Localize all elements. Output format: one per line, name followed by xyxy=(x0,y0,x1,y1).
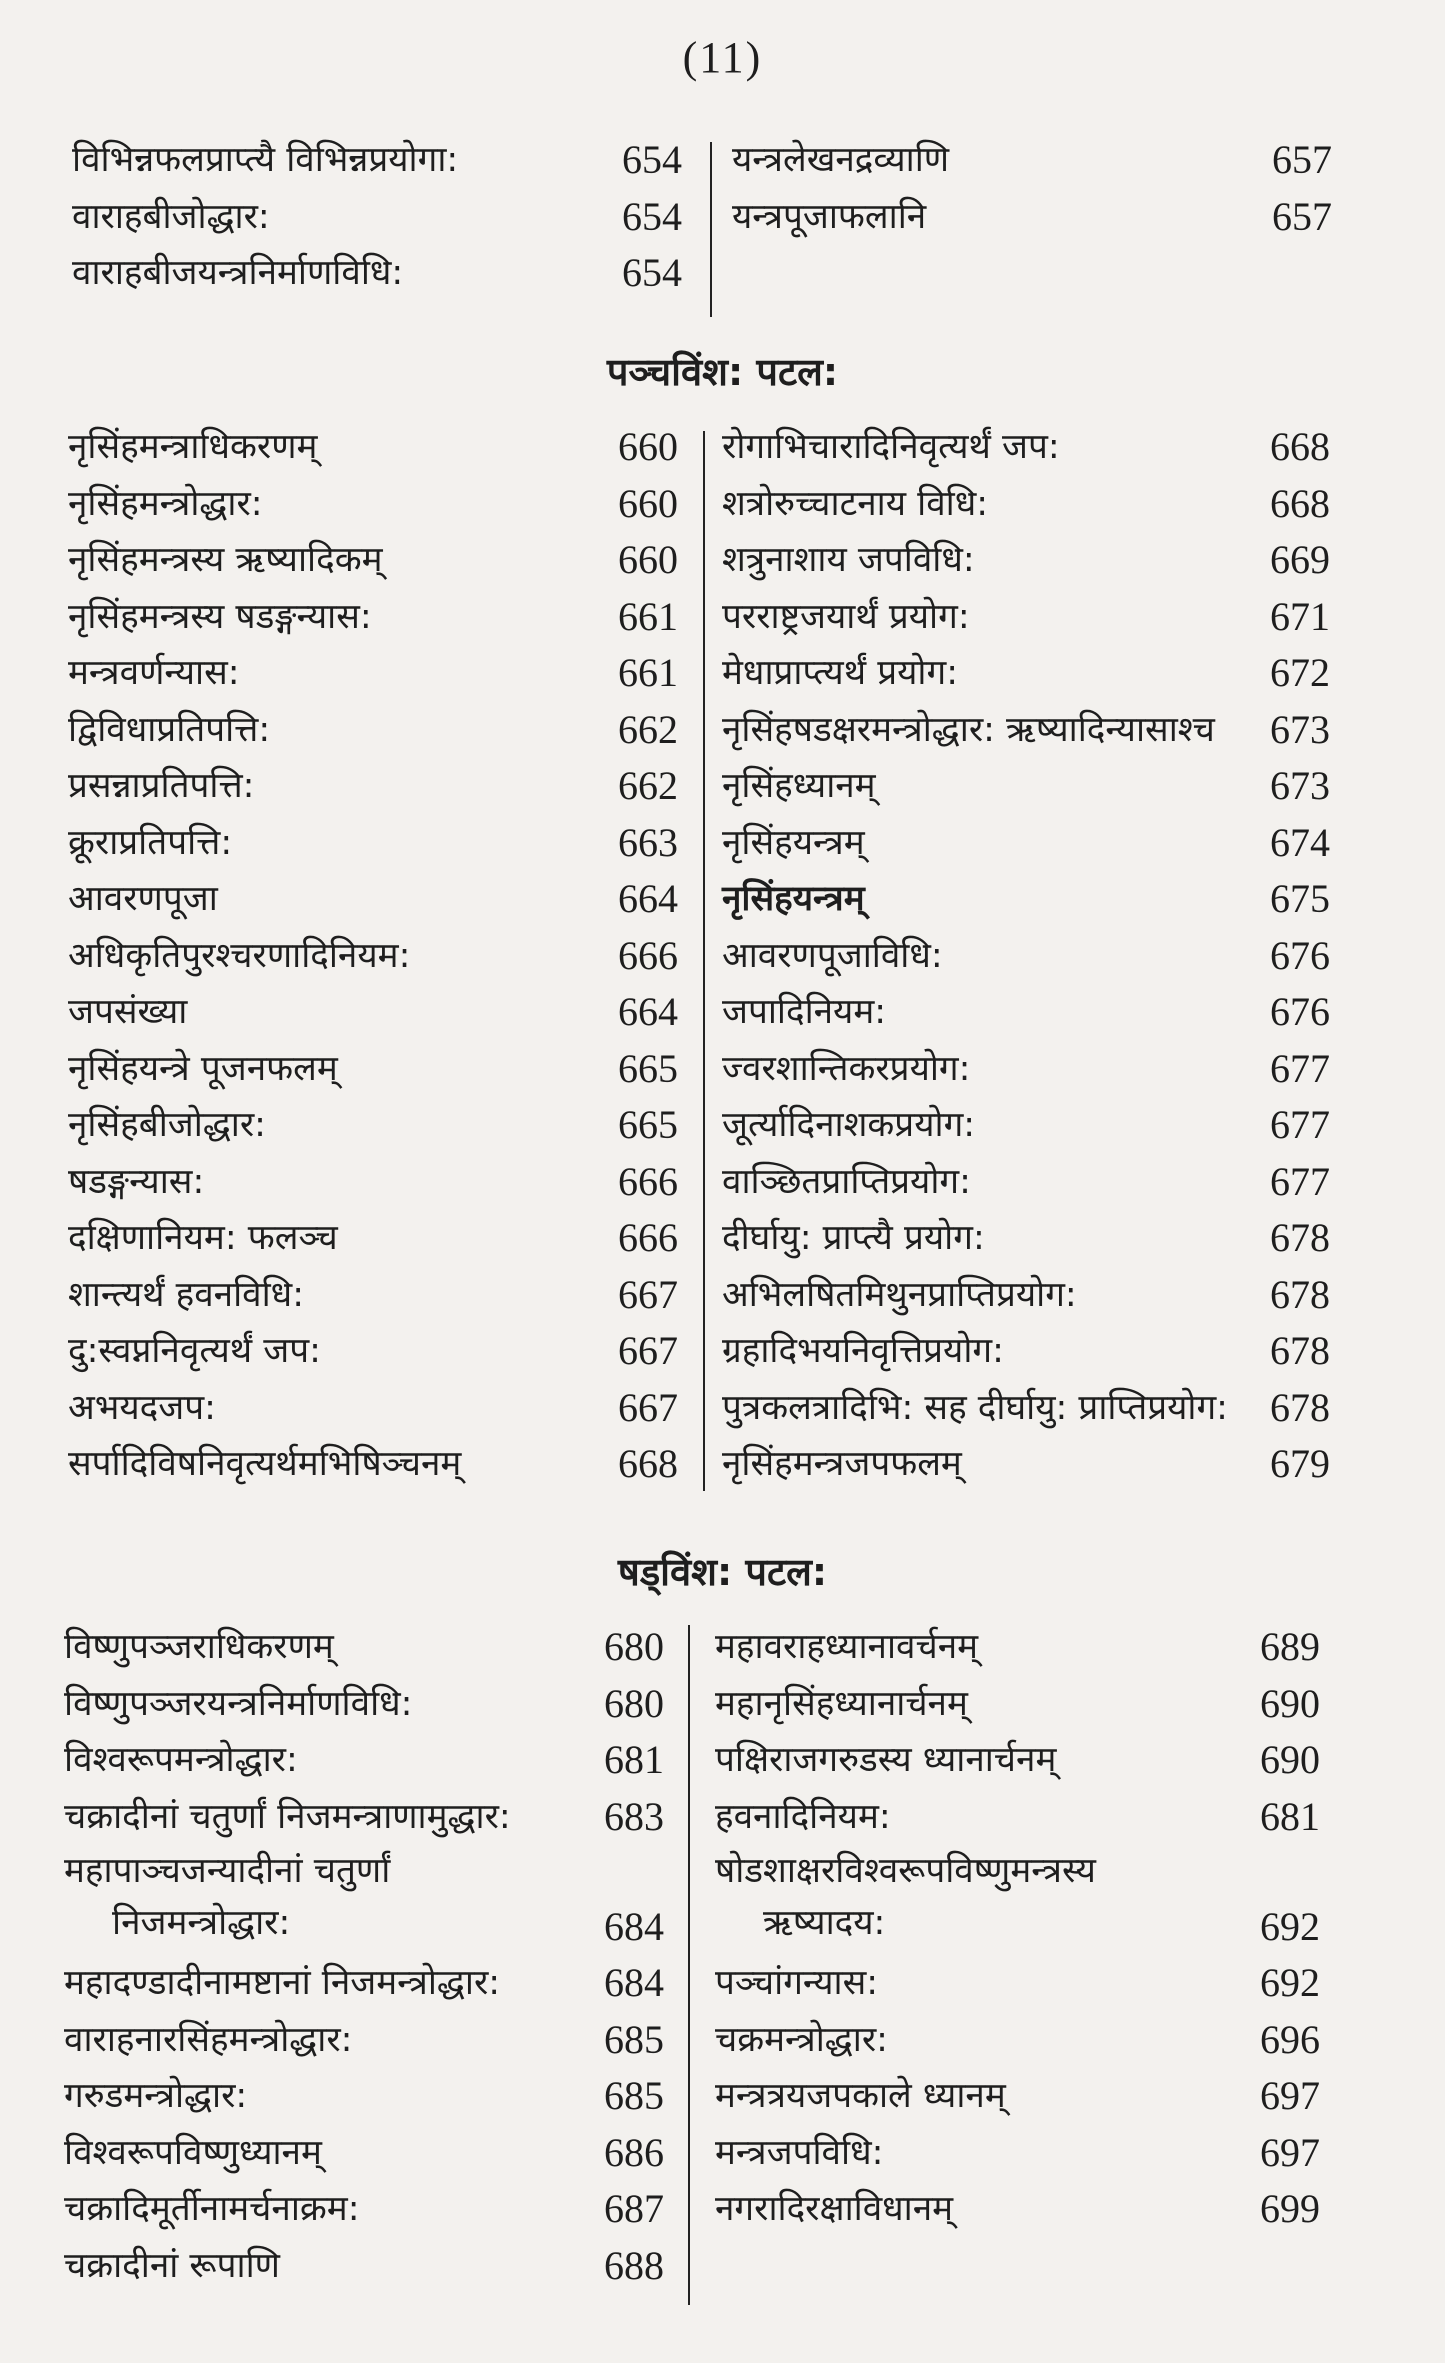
entry-page-number: 690 xyxy=(1260,1680,1320,1726)
toc-entry xyxy=(722,1323,1330,1380)
entry-page-number: 688 xyxy=(604,2242,664,2288)
entry-page-number: 683 xyxy=(604,1793,664,1839)
entry-title xyxy=(722,1323,1004,1380)
entry-page-number: 673 xyxy=(1270,706,1330,752)
entry-page-number: 654 xyxy=(622,193,682,239)
entry-title xyxy=(64,2012,352,2069)
entry-title-text: षोडशाक्षरविश्वरूपविष्णुमन्त्रस्य xyxy=(715,1851,1096,1891)
entry-title-text: रोगाभिचारादिनिवृत्यर्थं जप: xyxy=(722,427,1060,467)
entry-title xyxy=(72,132,458,189)
entry-title xyxy=(715,2012,888,2069)
entry-title-text: शत्रुनाशाय जपविधि: xyxy=(722,540,975,580)
page-number: (11) xyxy=(682,33,763,82)
entry-page-number: 661 xyxy=(618,593,678,639)
entry-page-number: 685 xyxy=(604,2073,664,2118)
entry-title xyxy=(722,1380,1228,1437)
entry-title-text: शत्रोरुच्चाटनाय विधि: xyxy=(722,483,989,524)
toc-entry xyxy=(722,871,1330,928)
entry-title xyxy=(64,1789,511,1846)
entry-page-number: 677 xyxy=(1270,1158,1330,1204)
toc-entry xyxy=(68,758,678,815)
entry-title xyxy=(715,1955,878,2012)
entry-page-number: 684 xyxy=(604,1960,664,2005)
toc-entry xyxy=(732,189,1332,246)
entry-page-number: 662 xyxy=(618,706,678,752)
entry-title xyxy=(68,758,254,815)
entry-page-number: 654 xyxy=(622,250,682,295)
entry-title xyxy=(715,1789,891,1846)
toc-left-column xyxy=(64,1619,664,2294)
entry-title-text: मन्त्रवर्णन्यास: xyxy=(68,653,240,693)
entry-page-number: 668 xyxy=(618,1441,678,1486)
entry-title xyxy=(68,645,240,702)
entry-title xyxy=(722,702,1215,759)
toc-entry xyxy=(64,1676,664,1733)
entry-title xyxy=(715,1676,968,1733)
entry-title-text: अधिकृतिपुरश्चरणादिनियम: xyxy=(68,935,411,976)
entry-page-number: 665 xyxy=(618,1045,678,1091)
entry-title xyxy=(715,1619,978,1676)
toc-entry xyxy=(64,1619,664,1676)
entry-page-number: 686 xyxy=(604,2129,664,2175)
entry-page-number: 681 xyxy=(604,1737,664,1782)
entry-title xyxy=(68,532,383,589)
entry-page-number: 680 xyxy=(604,1624,664,1669)
entry-title xyxy=(64,2238,280,2295)
entry-page-number: 666 xyxy=(618,1215,678,1260)
entry-title-text: नृसिंहमन्त्रजपफलम् xyxy=(722,1444,962,1484)
toc-entry xyxy=(68,1154,678,1211)
entry-title-text: प्रसन्नाप्रतिपत्ति: xyxy=(68,766,255,806)
toc-entry xyxy=(64,1955,664,2012)
toc-entry xyxy=(715,2068,1320,2125)
entry-page-number: 660 xyxy=(618,424,678,469)
entry-title xyxy=(68,419,317,476)
entry-title-text: वाञ्छितप्राप्तिप्रयोग: xyxy=(722,1161,971,1202)
entry-title xyxy=(68,702,270,759)
entry-title-text: षडङ्गन्यास: xyxy=(68,1161,205,1202)
entry-title-text: यन्त्रलेखनद्रव्याणि xyxy=(732,140,950,180)
entry-title xyxy=(722,815,865,872)
toc-entry xyxy=(715,1676,1320,1733)
entry-title xyxy=(72,245,403,302)
entry-title xyxy=(722,758,876,815)
toc-entry xyxy=(68,815,678,872)
toc-entry xyxy=(72,245,682,302)
entry-title xyxy=(64,1619,334,1676)
toc-entry xyxy=(64,1789,664,1846)
entry-page-number: 664 xyxy=(618,989,678,1034)
entry-page-number: 660 xyxy=(618,537,678,582)
entry-page-number: 697 xyxy=(1260,2073,1320,2118)
entry-title xyxy=(715,1845,1096,1949)
entry-title-text: नृसिंहबीजोद्धार: xyxy=(68,1105,266,1145)
entry-title-text: नगरादिरक्षाविधानम् xyxy=(715,2189,954,2229)
entry-title xyxy=(722,589,970,646)
entry-title-text: चक्रादीनां रूपाणि xyxy=(64,2245,280,2286)
entry-title xyxy=(68,928,410,985)
toc-entry xyxy=(715,2125,1320,2182)
entry-title xyxy=(64,2125,322,2182)
entry-title xyxy=(68,1210,338,1267)
entry-page-number: 673 xyxy=(1270,763,1330,808)
column-divider xyxy=(703,431,705,1491)
entry-title-text: विश्वरूपविष्णुध्यानम् xyxy=(64,2132,322,2173)
entry-title xyxy=(64,1732,298,1789)
toc-entry xyxy=(68,1380,678,1437)
entry-title xyxy=(64,2068,247,2125)
entry-title xyxy=(722,1210,985,1267)
entry-title-text: ज्वरशान्तिकरप्रयोग: xyxy=(722,1048,971,1089)
toc-right-column xyxy=(722,419,1330,1493)
entry-page-number: 660 xyxy=(618,480,678,526)
entry-title-text: दीर्घायु: प्राप्त्यै प्रयोग: xyxy=(722,1218,985,1258)
toc-entry xyxy=(68,1041,678,1098)
entry-title-text: नृसिंहध्यानम् xyxy=(722,766,876,806)
entry-title-text: विष्णुपञ्जराधिकरणम् xyxy=(64,1627,334,1667)
toc-entry xyxy=(64,2238,664,2295)
entry-page-number: 654 xyxy=(622,137,682,182)
toc-entry xyxy=(68,1210,678,1267)
entry-title-text: महापाञ्चजन्यादीनां चतुर्णां xyxy=(64,1851,391,1891)
toc-entry xyxy=(722,589,1330,646)
toc-entry xyxy=(68,1436,678,1493)
entry-title xyxy=(722,1097,975,1154)
entry-page-number: 661 xyxy=(618,650,678,695)
toc-entry xyxy=(715,2012,1320,2069)
entry-page-number: 678 xyxy=(1270,1384,1330,1430)
entry-page-number: 680 xyxy=(604,1680,664,1726)
toc-entry xyxy=(722,928,1330,985)
toc-entry xyxy=(68,645,678,702)
toc-entry xyxy=(715,1955,1320,2012)
entry-page-number: 662 xyxy=(618,763,678,808)
toc-entry xyxy=(68,1267,678,1324)
entry-page-number: 697 xyxy=(1260,2129,1320,2175)
entry-page-number: 681 xyxy=(1260,1793,1320,1839)
toc-entry xyxy=(64,2125,664,2182)
entry-title-continuation: ऋष्यादय: xyxy=(763,1903,886,1943)
entry-title xyxy=(64,2181,360,2238)
toc-entry xyxy=(715,1619,1320,1676)
entry-title-text: अभिलषितमिथुनप्राप्तिप्रयोग: xyxy=(722,1274,1077,1315)
entry-title-text: पुत्रकलत्रादिभि: सह दीर्घायु: प्राप्तिप्रयोग: xyxy=(722,1387,1228,1428)
entry-title xyxy=(68,871,218,928)
entry-title xyxy=(715,2125,883,2182)
entry-title-text: यन्त्रपूजाफलानि xyxy=(732,196,927,237)
entry-title xyxy=(68,1436,461,1493)
entry-title-text: परराष्ट्रजयार्थं प्रयोग: xyxy=(722,596,970,637)
entry-title xyxy=(715,2181,953,2238)
entry-title-text: नृसिंहमन्त्रस्य ऋष्यादिकम् xyxy=(68,540,383,580)
toc-entry xyxy=(68,589,678,646)
toc-entry xyxy=(722,984,1330,1041)
entry-title-text: अभयदजप: xyxy=(68,1387,216,1428)
entry-title-text: नृसिंहमन्त्रस्य षडङ्गन्यास: xyxy=(68,596,372,637)
entry-title-text: नृसिंहमन्त्रोद्धार: xyxy=(68,483,263,524)
toc-entry xyxy=(722,1210,1330,1267)
toc-entry xyxy=(715,1845,1320,1955)
entry-title xyxy=(68,1097,266,1154)
entry-title-text: जपसंख्या xyxy=(68,992,188,1032)
entry-page-number: 696 xyxy=(1260,2016,1320,2062)
toc-entry xyxy=(68,871,678,928)
entry-title xyxy=(722,1154,971,1211)
entry-title-text: दु:स्वप्ननिवृत्यर्थं जप: xyxy=(68,1331,321,1371)
entry-title-text: जूर्त्यादिनाशकप्रयोग: xyxy=(722,1105,976,1145)
toc-entry xyxy=(722,645,1330,702)
entry-title-text: नृसिंहयन्त्रम् xyxy=(722,879,865,919)
entry-title-continuation: निजमन्त्रोद्धार: xyxy=(112,1903,291,1943)
toc-entry xyxy=(732,132,1332,189)
entry-title xyxy=(722,476,988,533)
entry-page-number: 678 xyxy=(1270,1328,1330,1373)
entry-page-number: 669 xyxy=(1270,537,1330,582)
entry-title-text: महानृसिंहध्यानार्चनम् xyxy=(715,1683,968,1724)
toc-entry xyxy=(68,1323,678,1380)
entry-page-number: 677 xyxy=(1270,1102,1330,1147)
entry-page-number: 666 xyxy=(618,932,678,978)
entry-page-number: 667 xyxy=(618,1271,678,1317)
entry-title-text: गरुडमन्त्रोद्धार: xyxy=(64,2076,248,2116)
toc-entry xyxy=(722,1436,1330,1493)
entry-page-number: 672 xyxy=(1270,650,1330,695)
entry-title-text: मन्त्रजपविधि: xyxy=(715,2132,884,2173)
entry-page-number: 685 xyxy=(604,2016,664,2062)
toc-entry xyxy=(64,2012,664,2069)
toc-entry xyxy=(715,1732,1320,1789)
entry-title-text: विश्वरूपमन्त्रोद्धार: xyxy=(64,1740,298,1780)
toc-entry xyxy=(68,984,678,1041)
entry-title-text: वाराहबीजोद्धार: xyxy=(72,196,270,237)
section-heading: पञ्चविंश: पटल: xyxy=(606,350,839,394)
entry-title-text: मेधाप्राप्त्यर्थं प्रयोग: xyxy=(722,653,958,693)
toc-entry xyxy=(68,532,678,589)
entry-title-text: मन्त्रत्रयजपकाले ध्यानम् xyxy=(715,2076,1006,2116)
entry-page-number: 677 xyxy=(1270,1045,1330,1091)
toc-entry xyxy=(722,419,1330,476)
entry-page-number: 666 xyxy=(618,1158,678,1204)
entry-title xyxy=(68,815,232,872)
entry-page-number: 667 xyxy=(618,1328,678,1373)
toc-entry xyxy=(722,1097,1330,1154)
entry-title xyxy=(68,984,187,1041)
toc-entry xyxy=(722,758,1330,815)
toc-right-column xyxy=(715,1619,1320,2238)
entry-page-number: 676 xyxy=(1270,989,1330,1034)
entry-page-number: 671 xyxy=(1270,593,1330,639)
toc-entry xyxy=(722,476,1330,533)
toc-entry xyxy=(722,532,1330,589)
column-divider xyxy=(710,142,712,317)
toc-entry xyxy=(72,132,682,189)
entry-title-text: आवरणपूजा xyxy=(68,879,218,919)
entry-page-number: 678 xyxy=(1270,1271,1330,1317)
toc-entry xyxy=(722,1380,1330,1437)
entry-title xyxy=(68,1267,304,1324)
entry-title xyxy=(68,1323,321,1380)
entry-page-number: 675 xyxy=(1270,876,1330,921)
entry-page-number: 668 xyxy=(1270,424,1330,469)
entry-title xyxy=(68,1380,216,1437)
entry-title xyxy=(722,645,958,702)
entry-page-number: 687 xyxy=(604,2186,664,2231)
entry-page-number: 692 xyxy=(1260,1960,1320,2005)
entry-title-text: पक्षिराजगरुडस्य ध्यानार्चनम् xyxy=(715,1740,1057,1780)
entry-title xyxy=(722,1267,1077,1324)
entry-title-text: हवनादिनियम: xyxy=(715,1796,891,1837)
entry-title-text: ग्रहादिभयनिवृत्तिप्रयोग: xyxy=(722,1331,1004,1371)
entry-page-number: 692 xyxy=(1260,1904,1320,1949)
toc-entry xyxy=(64,1845,664,1955)
entry-title xyxy=(715,1732,1056,1789)
entry-title-text: क्रूराप्रतिपत्ति: xyxy=(68,822,233,863)
toc-entry xyxy=(722,702,1330,759)
entry-page-number: 663 xyxy=(618,819,678,865)
toc-entry xyxy=(72,189,682,246)
entry-page-number: 674 xyxy=(1270,819,1330,865)
entry-page-number: 684 xyxy=(604,1904,664,1949)
entry-title xyxy=(722,1436,962,1493)
entry-page-number: 676 xyxy=(1270,932,1330,978)
entry-title xyxy=(732,189,926,246)
toc-entry xyxy=(715,2181,1320,2238)
entry-title xyxy=(68,1154,204,1211)
entry-title-text: चक्रादीनां चतुर्णां निजमन्त्राणामुद्धार: xyxy=(64,1796,511,1837)
entry-page-number: 699 xyxy=(1260,2186,1320,2231)
entry-title-text: पञ्चांगन्यास: xyxy=(715,1963,879,2003)
entry-title xyxy=(64,1676,412,1733)
entry-page-number: 657 xyxy=(1272,193,1332,239)
entry-title xyxy=(68,589,372,646)
entry-page-number: 690 xyxy=(1260,1737,1320,1782)
toc-entry xyxy=(68,419,678,476)
entry-title xyxy=(722,984,886,1041)
toc-entry xyxy=(68,928,678,985)
toc-entry xyxy=(68,476,678,533)
entry-page-number: 689 xyxy=(1260,1624,1320,1669)
entry-title xyxy=(732,132,949,189)
entry-page-number: 678 xyxy=(1270,1215,1330,1260)
entry-title-text: नृसिंहयन्त्रम् xyxy=(722,822,865,863)
toc-left-column xyxy=(72,132,682,302)
entry-title-text: महावराहध्यानावर्चनम् xyxy=(715,1627,979,1667)
toc-entry xyxy=(64,2068,664,2125)
entry-title xyxy=(722,871,865,928)
entry-title-text: वाराहनारसिंहमन्त्रोद्धार: xyxy=(64,2019,353,2060)
entry-page-number: 667 xyxy=(618,1384,678,1430)
toc-entry xyxy=(715,1789,1320,1846)
entry-title-text: वाराहबीजयन्त्रनिर्माणविधि: xyxy=(72,253,404,293)
entry-page-number: 664 xyxy=(618,876,678,921)
entry-title-text: विष्णुपञ्जरयन्त्रनिर्माणविधि: xyxy=(64,1683,413,1724)
entry-title xyxy=(722,928,943,985)
entry-title-text: द्विविधाप्रतिपत्ति: xyxy=(68,709,271,750)
toc-entry xyxy=(68,702,678,759)
toc-entry xyxy=(64,2181,664,2238)
column-divider xyxy=(688,1625,690,2305)
toc-entry xyxy=(722,815,1330,872)
toc-entry xyxy=(722,1267,1330,1324)
entry-title-text: चक्रमन्त्रोद्धार: xyxy=(715,2019,888,2060)
entry-title-text: नृसिंहमन्त्राधिकरणम् xyxy=(68,427,318,467)
entry-title-text: नृसिंहयन्त्रे पूजनफलम् xyxy=(68,1048,338,1089)
entry-page-number: 657 xyxy=(1272,137,1332,182)
entry-title xyxy=(72,189,270,246)
entry-title xyxy=(68,1041,338,1098)
toc-entry xyxy=(722,1154,1330,1211)
entry-title-text: शान्त्यर्थं हवनविधि: xyxy=(68,1274,304,1315)
entry-title-text: विभिन्नफलप्राप्त्यै विभिन्नप्रयोगा: xyxy=(72,140,459,180)
entry-title-text: महादण्डादीनामष्टानां निजमन्त्रोद्धार: xyxy=(64,1963,501,2003)
entry-title-text: आवरणपूजाविधि: xyxy=(722,935,943,976)
entry-title xyxy=(64,1955,500,2012)
entry-title xyxy=(68,476,263,533)
entry-title xyxy=(722,419,1060,476)
entry-title-text: चक्रादिमूर्तीनामर्चनाक्रम: xyxy=(64,2189,360,2229)
entry-title xyxy=(722,532,975,589)
entry-page-number: 668 xyxy=(1270,480,1330,526)
entry-page-number: 679 xyxy=(1270,1441,1330,1486)
entry-title xyxy=(722,1041,970,1098)
entry-title-text: नृसिंहषडक्षरमन्त्रोद्धार: ऋष्यादिन्यासाश्च xyxy=(722,709,1215,750)
entry-page-number: 665 xyxy=(618,1102,678,1147)
toc-right-column xyxy=(732,132,1332,245)
entry-title-text: जपादिनियम: xyxy=(722,992,887,1032)
entry-title xyxy=(715,2068,1006,2125)
entry-title-text: दक्षिणानियम: फलञ्च xyxy=(68,1218,338,1258)
section-heading: षड्विंश: पटल: xyxy=(617,1550,828,1594)
entry-title xyxy=(64,1845,390,1949)
toc-entry xyxy=(64,1732,664,1789)
toc-entry xyxy=(722,1041,1330,1098)
toc-left-column xyxy=(68,419,678,1493)
entry-title-text: सर्पादिविषनिवृत्यर्थमभिषिञ्चनम् xyxy=(68,1444,462,1484)
toc-entry xyxy=(68,1097,678,1154)
